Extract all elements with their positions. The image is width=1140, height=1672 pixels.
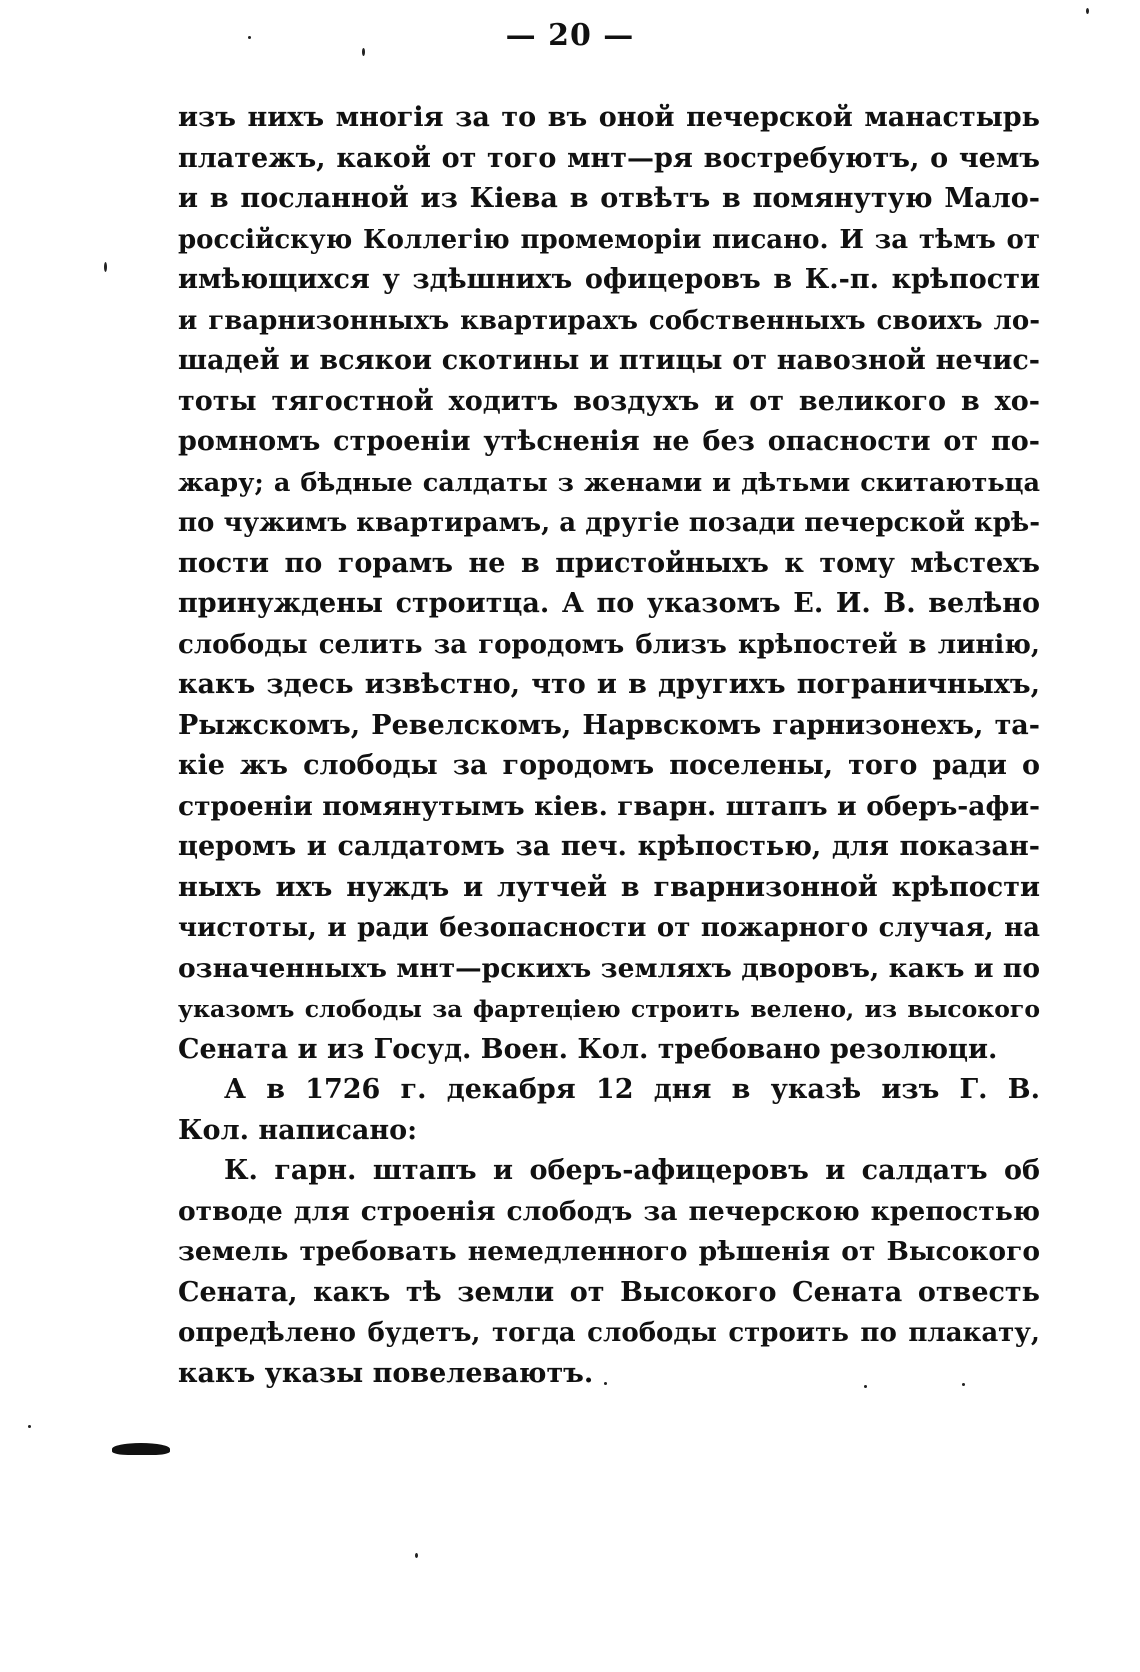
print-speck <box>864 1385 867 1388</box>
text-line: пости по горамъ не в пристойныхъ к тому мѣстехъ <box>178 547 1040 579</box>
print-speck <box>362 48 365 56</box>
text-line: имѣющихся у здѣшнихъ офицеровъ в К.-п. крѣпости <box>178 264 1040 295</box>
text-line: отводе для строенія слободъ за печерскою крепостью <box>178 1195 1040 1227</box>
print-speck <box>248 36 251 39</box>
print-speck <box>604 1382 607 1385</box>
text-line: слободы селить за городомъ близъ крѣпостей в линію, <box>178 629 1040 660</box>
text-line: указомъ слободы за фартеціею строить велено, из высокого <box>178 995 1040 1023</box>
text-line: и гварнизонныхъ квартирахъ собственныхъ своихъ ло- <box>178 305 1040 336</box>
print-speck <box>415 1553 418 1558</box>
text-line: и в посланной из Кіева в отвѣтъ в помянутую Мало- <box>178 183 1040 214</box>
text-line: принуждены строитца. А по указомъ Е. И. В. велѣно <box>178 588 1040 619</box>
text-line: жару; а бѣдные салдаты з женами и дѣтьми скитаютьца <box>178 467 1040 498</box>
text-line: означенныхъ мнт—рскихъ земляхъ дворовъ, какъ и по <box>178 952 1040 984</box>
text-line: Кол. написано: <box>178 1114 418 1146</box>
print-speck <box>104 262 107 272</box>
text-line: земель требовать немедленного рѣшенія от Высокого <box>178 1236 1040 1267</box>
page-number: — 20 — <box>505 18 635 53</box>
text-line: ромномъ строеніи утѣсненія не без опасности от по- <box>178 426 1040 457</box>
text-line: строеніи помянутымъ кіев. гварн. штапъ и оберъ-афи- <box>178 790 1040 822</box>
text-line: Сената и из Госуд. Воен. Кол. требовано резолюци. <box>178 1033 998 1065</box>
text-line: чистоты, и ради безопасности от пожарного случая, на <box>178 913 1040 943</box>
text-body <box>178 98 1040 1394</box>
text-line: какъ указы повелеваютъ. <box>178 1357 594 1389</box>
text-line: кіе жъ слободы за городомъ поселены, того ради о <box>178 750 1040 781</box>
text-line: опредѣлено будетъ, тогда слободы строить по плакату, <box>178 1318 1040 1348</box>
text-line: ныхъ ихъ нуждъ и лутчей в гварнизонной крѣпости <box>178 871 1040 903</box>
print-speck <box>962 1383 965 1386</box>
text-line: россійскую Коллегію промеморіи писано. И за тѣмъ от <box>178 224 1040 255</box>
text-line: тоты тягостной ходитъ воздухъ и от великого в хо- <box>178 385 1040 417</box>
text-line: церомъ и салдатомъ за печ. крѣпостью, для показан- <box>178 831 1040 862</box>
text-line: по чужимъ квартирамъ, а другіе позади печерской крѣ- <box>178 508 1040 538</box>
text-line: какъ здесь извѣстно, что и в другихъ пограничныхъ, <box>178 669 1040 700</box>
text-line: изъ нихъ многія за то въ оной печерской манастырь <box>178 102 1040 133</box>
text-line: А в 1726 г. декабря 12 дня в указѣ изъ Г. В. <box>224 1074 1040 1105</box>
text-line: шадей и всякои скотины и птицы от навозной нечис- <box>178 345 1040 376</box>
ink-smudge <box>112 1443 170 1455</box>
print-speck <box>1086 8 1089 14</box>
text-line: Рыжскомъ, Ревелскомъ, Нарвскомъ гарнизонехъ, та- <box>178 709 1040 741</box>
text-line: Сената, какъ тѣ земли от Высокого Сената отвесть <box>178 1276 1040 1308</box>
text-line: К. гарн. штапъ и оберъ-афицеровъ и салдатъ об <box>224 1155 1040 1186</box>
text-line: платежъ, какой от того мнт—ря востребуютъ, о чемъ <box>178 142 1040 174</box>
print-speck <box>28 1425 31 1428</box>
